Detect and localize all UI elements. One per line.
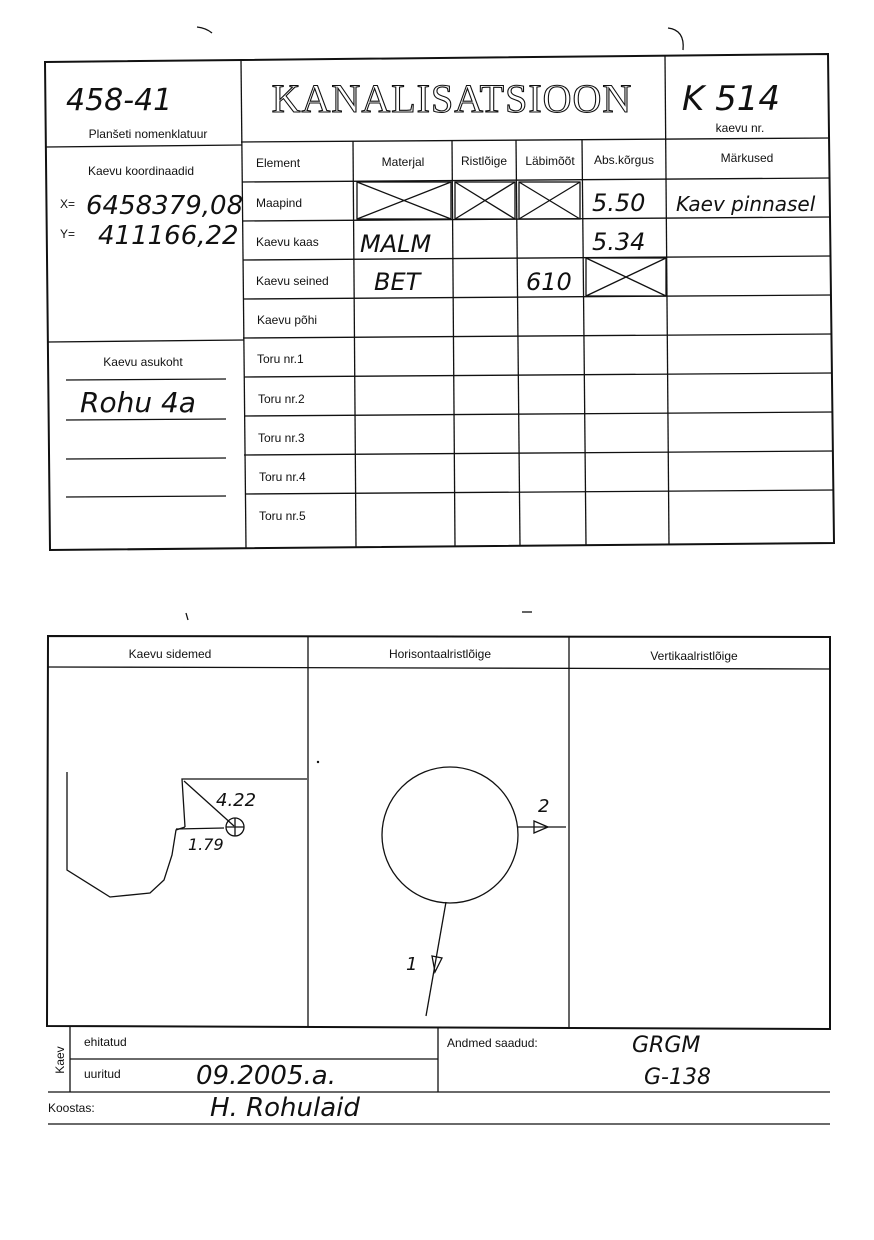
row-label: Kaevu kaas bbox=[256, 235, 319, 249]
crossed-cell bbox=[586, 258, 666, 296]
right-column-divider bbox=[665, 56, 669, 545]
source-label: Andmed saadud: bbox=[447, 1036, 538, 1050]
col-header-element: Element bbox=[256, 156, 301, 170]
row-label: Kaevu põhi bbox=[257, 313, 318, 327]
compiled-value: H. Rohulaid bbox=[210, 1093, 360, 1123]
row-label: Toru nr.1 bbox=[257, 352, 304, 366]
x-value: 6458379,08 bbox=[86, 191, 244, 221]
col-header-abs-height: Abs.kõrgus bbox=[593, 153, 655, 167]
row-line bbox=[243, 256, 831, 260]
crossed-cell bbox=[519, 182, 580, 219]
y-prefix: Y= bbox=[60, 227, 76, 241]
tie-distance-1: 4.22 bbox=[216, 790, 257, 811]
col-header-notes: Märkused bbox=[720, 151, 774, 165]
nomenclature-divider bbox=[46, 145, 242, 147]
x-prefix: X= bbox=[60, 197, 76, 211]
location-line bbox=[66, 458, 226, 459]
row-label: Maapind bbox=[256, 196, 303, 210]
source-value-2: G-138 bbox=[644, 1065, 711, 1090]
pipe-2-label: 2 bbox=[538, 796, 550, 817]
left-column-divider bbox=[241, 60, 246, 548]
side-label: Kaev bbox=[53, 1046, 67, 1074]
diameter-walls: 610 bbox=[526, 268, 572, 296]
built-label: ehitatud bbox=[84, 1035, 127, 1049]
well-id: K 514 bbox=[682, 79, 780, 119]
row-line bbox=[244, 412, 833, 416]
col-header-cross-section: Ristlõige bbox=[460, 154, 508, 168]
location-line bbox=[66, 419, 226, 420]
source-value-1: GRGM bbox=[632, 1033, 701, 1058]
bottom-card bbox=[47, 636, 830, 1124]
row-label: Toru nr.2 bbox=[258, 392, 305, 406]
abs-height-lid: 5.34 bbox=[592, 228, 646, 256]
panel-ties-title: Kaevu sidemed bbox=[128, 647, 212, 661]
notes-ground: Kaev pinnasel bbox=[676, 192, 816, 216]
pipe-1-label: 1 bbox=[406, 954, 418, 975]
row-label: Toru nr.5 bbox=[259, 509, 306, 523]
header-divider bbox=[241, 138, 830, 142]
surveyed-label: uuritud bbox=[84, 1067, 121, 1081]
panel-vertical-title: Vertikaalristlõige bbox=[650, 649, 738, 663]
coords-label: Kaevu koordinaadid bbox=[87, 164, 195, 178]
location-line bbox=[66, 379, 226, 380]
ties-sketch bbox=[67, 761, 319, 897]
manhole-outline bbox=[382, 767, 518, 903]
y-value: 411166,22 bbox=[98, 221, 239, 251]
nomenclature-value: 458-41 bbox=[66, 83, 173, 118]
scan-speck bbox=[186, 613, 188, 620]
nomenclature-label: Planšeti nomenklatuur bbox=[88, 127, 208, 141]
scan-speck bbox=[197, 27, 212, 33]
panel-header-line bbox=[48, 667, 830, 669]
row-line bbox=[245, 490, 834, 494]
panel-horizontal-title: Horisontaalristlõige bbox=[388, 647, 492, 661]
abs-height-ground: 5.50 bbox=[592, 189, 646, 217]
card-title: KANALISATSIOON bbox=[271, 76, 633, 121]
crossed-cell bbox=[455, 182, 515, 219]
row-line bbox=[243, 334, 832, 338]
compiled-label: Koostas: bbox=[48, 1101, 95, 1115]
horizontal-section bbox=[382, 767, 566, 1016]
location-value: Rohu 4a bbox=[80, 386, 196, 419]
row-line bbox=[244, 451, 833, 455]
row-label: Kaevu seined bbox=[256, 274, 329, 288]
tie-distance-2: 1.79 bbox=[188, 835, 224, 854]
row-label: Toru nr.3 bbox=[258, 431, 305, 445]
crossed-cell bbox=[357, 182, 451, 219]
bottom-card-border bbox=[47, 636, 830, 1029]
material-walls: BET bbox=[374, 268, 421, 296]
col-header-material: Materjal bbox=[381, 155, 425, 169]
building-outline bbox=[67, 772, 185, 897]
location-line bbox=[66, 496, 226, 497]
col-header-diameter: Läbimõõt bbox=[525, 154, 575, 168]
row-label: Toru nr.4 bbox=[259, 470, 306, 484]
col-line bbox=[582, 139, 586, 545]
scan-speck bbox=[317, 761, 319, 763]
well-id-label: kaevu nr. bbox=[715, 121, 765, 135]
row-line bbox=[244, 373, 832, 377]
location-label: Kaevu asukoht bbox=[103, 355, 183, 369]
col-line bbox=[353, 141, 356, 547]
material-lid: MALM bbox=[360, 230, 432, 258]
scan-speck bbox=[668, 28, 683, 50]
surveyed-value: 09.2005.a. bbox=[196, 1061, 336, 1091]
pipe-1-line bbox=[426, 902, 446, 1016]
top-card bbox=[45, 54, 834, 550]
coords-divider bbox=[48, 340, 244, 342]
